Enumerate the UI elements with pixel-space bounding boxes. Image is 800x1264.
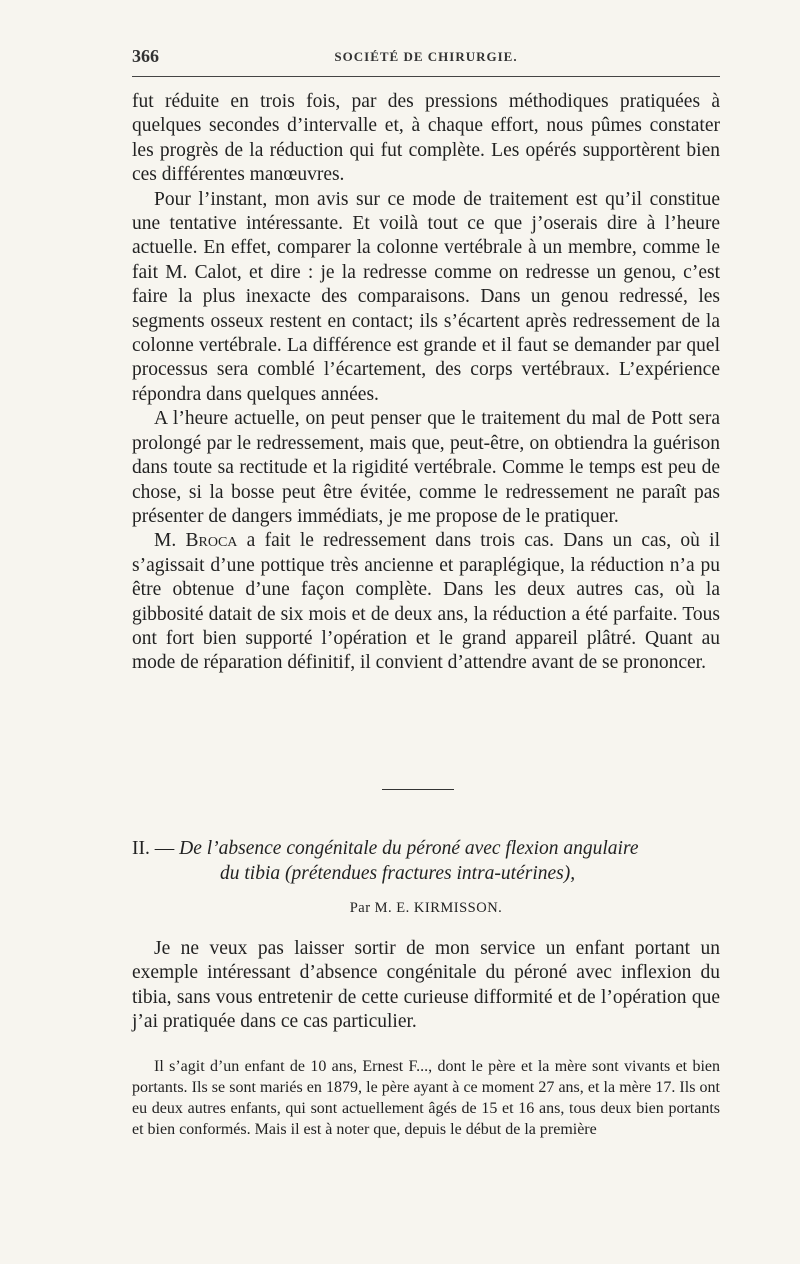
page-number: 366	[132, 46, 159, 66]
article-title	[132, 836, 720, 886]
article-number: II. —	[132, 838, 180, 859]
case-report	[132, 1056, 720, 1140]
case-report-paragraph: Il s’agit d’un enfant de 10 ans, Ernest F..., dont le père et la mère sont vivants et bien portants. Ils se sont mariés en 1879, le père ayant à ce moment 27 ans, et la mère 17. Ils ont eu deux autres enfants, qui sont actuellement âgés de 15 et 16 ans, tous deux bien portants et bien conformés. Mais il est à noter que, depuis le début de la première	[132, 1058, 720, 1138]
paragraph-3: A l’heure actuelle, on peut penser que le traitement du mal de Pott sera prolongé par le redressement, mais que, peut-être, on obtiendra la guérison dans toute sa rectitude et la rigidité vertébrale. Comme le temps est peu de chose, si la bosse peut être évitée, comme le redressement ne paraît pas présenter de dangers immédiats, je me propose de le pratiquer.	[132, 408, 720, 527]
running-head: SOCIÉTÉ DE CHIRURGIE.	[334, 49, 518, 64]
page-header	[132, 46, 720, 70]
article-title-line-2: du tibia (prétendues fractures intra-utérines),	[220, 863, 576, 884]
article-title-text-1: De l’absence congénitale du péroné avec flexion angulaire	[179, 838, 639, 859]
paragraph-1: fut réduite en trois fois, par des pressions méthodiques pratiquées à quelques secondes d’intervalle et, à chaque effort, nous pûmes constater les progrès de la réduction qui fut complète. Les opérés supportèrent bien ces différentes manœuvres.	[132, 91, 720, 186]
paragraph-4-text: a fait le redressement dans trois cas. Dans un cas, où il s’agissait d’une pottique très ancienne et paraplégique, la réduction n’a pu être obtenue d’une façon complète. Dans les deux autres cas, où la gibbosité datait de six mois et de deux ans, la réduction a été parfaite. Tous ont fort bien supporté l’opération et le grand appareil plâtré. Quant au mode de réparation définitif, il convient d’attendre avant de se prononcer.	[132, 530, 721, 674]
section-separator	[382, 789, 454, 790]
article-byline: Par M. E. KIRMISSON.	[349, 900, 503, 916]
article-intro-paragraph: Je ne veux pas laisser sortir de mon service un enfant portant un exemple intéressant d’absence congénitale du péroné avec inflexion du tibia, sans vous entretenir de cette curieuse difformité et de l’opération que j’ai pratiquée dans ce cas particulier.	[132, 938, 720, 1033]
paragraph-4-prefix: M.	[154, 530, 186, 552]
body-text	[132, 90, 720, 676]
paragraph-2: Pour l’instant, mon avis sur ce mode de traitement est qu’il constitue une tentative intéressante. Et voilà tout ce que j’oserais dire à l’heure actuelle. En effet, comparer la colonne vertébrale à un membre, comme le fait M. Calot, et dire : je la redresse comme on redresse un genou, c’est faire la plus inexacte des comparaisons. Dans un genou redressé, les segments osseux restent en contact; ils s’écartent après redressement de la colonne vertébrale. La différence est grande et il faut se demander par quel processus sera comblé l’écartement, des corps vertébraux. L’expérience répondra dans quelques années.	[132, 188, 720, 405]
paragraph-4	[132, 529, 720, 675]
article-title-line-1	[132, 836, 720, 861]
header-rule	[132, 76, 720, 77]
article-intro	[132, 937, 720, 1035]
author-name-broca: Broca	[185, 530, 238, 552]
